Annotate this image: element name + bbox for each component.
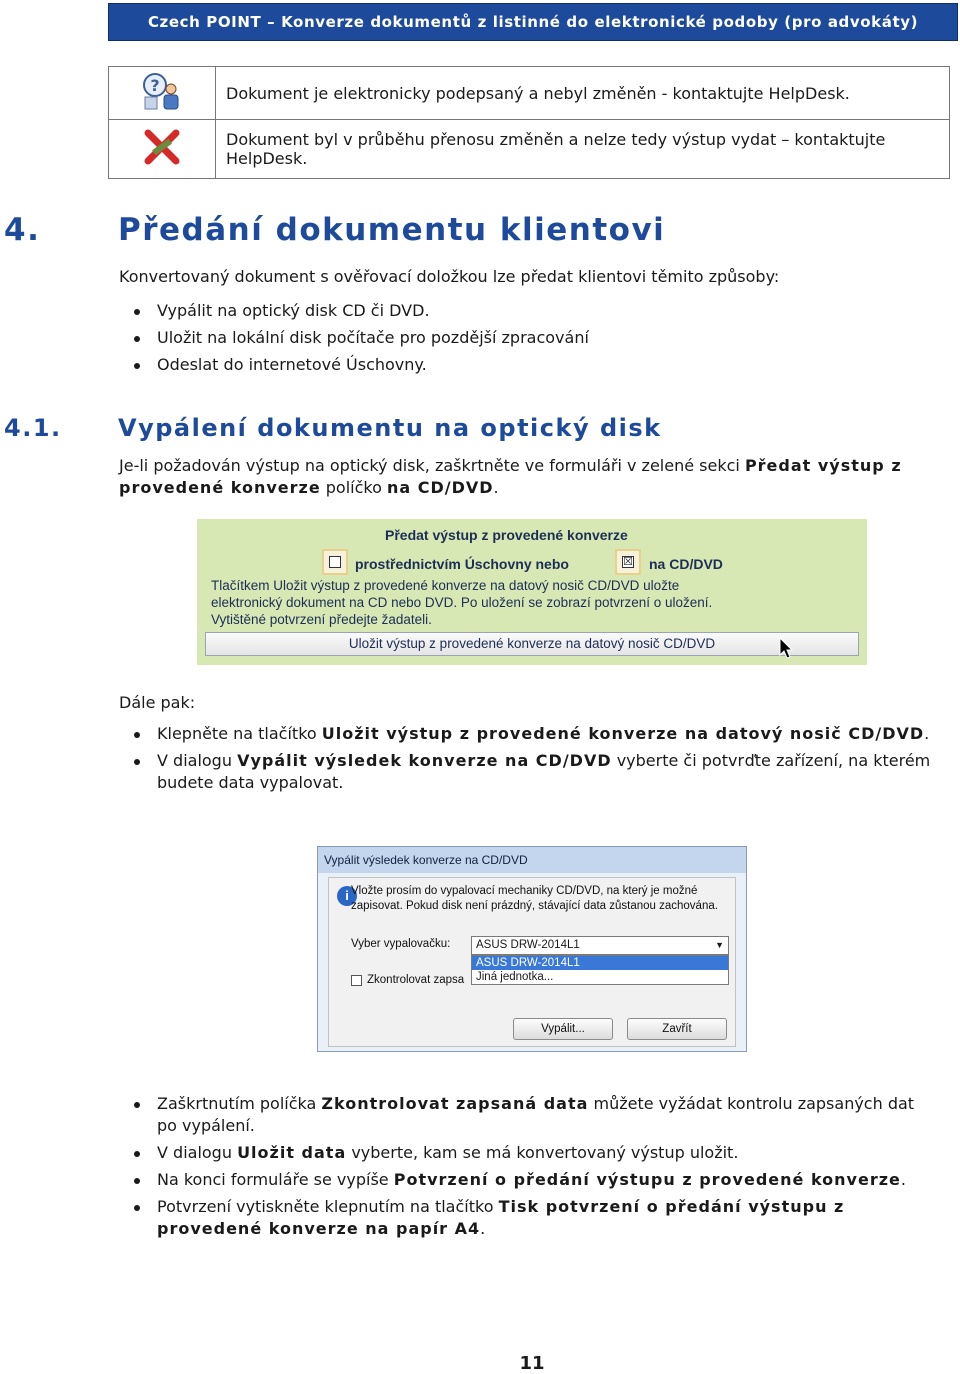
list-item: V dialogu Uložit data vyberte, kam se má konvertovaný výstup uložit.	[119, 1142, 939, 1164]
dialog-title: Vypálit výsledek konverze na CD/DVD	[318, 847, 746, 873]
list-item: Klepněte na tlačítko Uložit výstup z provedené konverze na datový nosič CD/DVD.	[119, 723, 939, 745]
cd-dvd-option-label: na CD/DVD	[649, 556, 723, 572]
mouse-cursor-icon	[779, 637, 793, 664]
table-row	[109, 120, 950, 179]
status-text-changed: Dokument byl v průběhu přenosu změněn a nelze tedy výstup vydat – kontaktujte HelpDesk.	[216, 120, 950, 179]
svg-text:?: ?	[150, 76, 160, 95]
list-item: Na konci formuláře se vypíše Potvrzení o předání výstupu z provedené konverze.	[119, 1169, 939, 1191]
device-dropdown-list	[471, 955, 729, 985]
list-item[interactable]: ASUS DRW-2014L1	[472, 956, 728, 970]
list-item: Zaškrtnutím políčka Zkontrolovat zapsaná data můžete vyžádat kontrolu zapsaných dat po vypálení.	[119, 1093, 939, 1137]
transfer-methods-list	[119, 300, 939, 376]
broken-pencil-icon	[142, 150, 182, 169]
green-form-title: Předat výstup z provedené konverze	[385, 527, 628, 543]
info-icon: i	[337, 886, 357, 906]
close-button[interactable]: Zavřít	[627, 1018, 727, 1040]
uschovna-checkbox[interactable]	[322, 549, 348, 575]
chevron-down-icon: ▼	[715, 940, 724, 950]
list-item: V dialogu Vypálit výsledek konverze na CD/DVD vyberte či potvrďte zařízení, na kterém budete data vypalovat.	[119, 750, 939, 794]
help-person-icon	[141, 76, 183, 115]
table-row	[109, 67, 950, 120]
section-4-heading	[4, 212, 665, 248]
section-number: 4.1.	[4, 414, 62, 442]
next-steps-list	[119, 723, 939, 794]
status-text-ok: Dokument je elektronicky podepsaný a nebyl změněn - kontaktujte HelpDesk.	[216, 67, 950, 120]
section-4-1-heading	[4, 414, 662, 442]
page-number: 11	[519, 1353, 545, 1374]
list-item: Potvrzení vytiskněte klepnutím na tlačítko Tisk potvrzení o předání výstupu z provedené konverze na papír A4.	[119, 1196, 939, 1240]
dialog-message: Vložte prosím do vypalovací mechaniky CD/DVD, na který je možné zapisovat. Pokud disk není prázdný, stávající data zůstanou zachována.	[351, 885, 718, 912]
uschovna-option-label: prostřednictvím Úschovny nebo	[355, 556, 569, 572]
verify-checkbox[interactable]: Zkontrolovat zapsa	[351, 974, 464, 986]
list-item: Vypálit na optický disk CD či DVD.	[119, 300, 939, 322]
list-item: Uložit na lokální disk počítače pro pozdější zpracování	[119, 327, 939, 349]
green-form-screenshot	[197, 519, 867, 665]
section-title: Vypálení dokumentu na optický disk	[118, 414, 662, 442]
list-item[interactable]: Jiná jednotka...	[476, 971, 554, 983]
device-select[interactable]: ASUS DRW-2014L1 ▼	[471, 936, 729, 955]
header-title: Czech POINT – Konverze dokumentů z listinné do elektronické podoby (pro advokáty)	[147, 13, 919, 31]
section-title: Předání dokumentu klientovi	[118, 212, 666, 248]
status-table	[108, 66, 950, 179]
next-steps-label: Dále pak:	[119, 693, 196, 712]
green-form-description: Tlačítkem Uložit výstup z provedené konverze na datový nosič CD/DVD uložte elektronický dokument na CD nebo DVD. Po uložení se zobrazí potvrzení o uložení. Vytištěné potvrzení předejte žadateli.	[211, 578, 713, 627]
section-4-1-paragraph: Je-li požadován výstup na optický disk, zaškrtněte ve formuláři v zelené sekci Předat výstup z provedené konverze políčko na CD/DVD.	[119, 456, 902, 497]
burn-dialog-screenshot	[317, 846, 747, 1052]
final-steps-list	[119, 1093, 939, 1240]
device-label: Vyber vypalovačku:	[351, 938, 451, 950]
list-item: Odeslat do internetové Úschovny.	[119, 354, 939, 376]
dialog-body	[328, 877, 736, 1047]
section-number: 4.	[4, 212, 41, 248]
cd-dvd-checkbox[interactable]: ☒	[615, 549, 641, 575]
burn-button[interactable]: Vypálit...	[513, 1018, 613, 1040]
section-4-intro: Konvertovaný dokument s ověřovací doložkou lze předat klientovi těmito způsoby:	[119, 267, 780, 286]
document-header	[108, 3, 958, 41]
save-to-cd-button[interactable]: Uložit výstup z provedené konverze na datový nosič CD/DVD	[205, 632, 859, 656]
